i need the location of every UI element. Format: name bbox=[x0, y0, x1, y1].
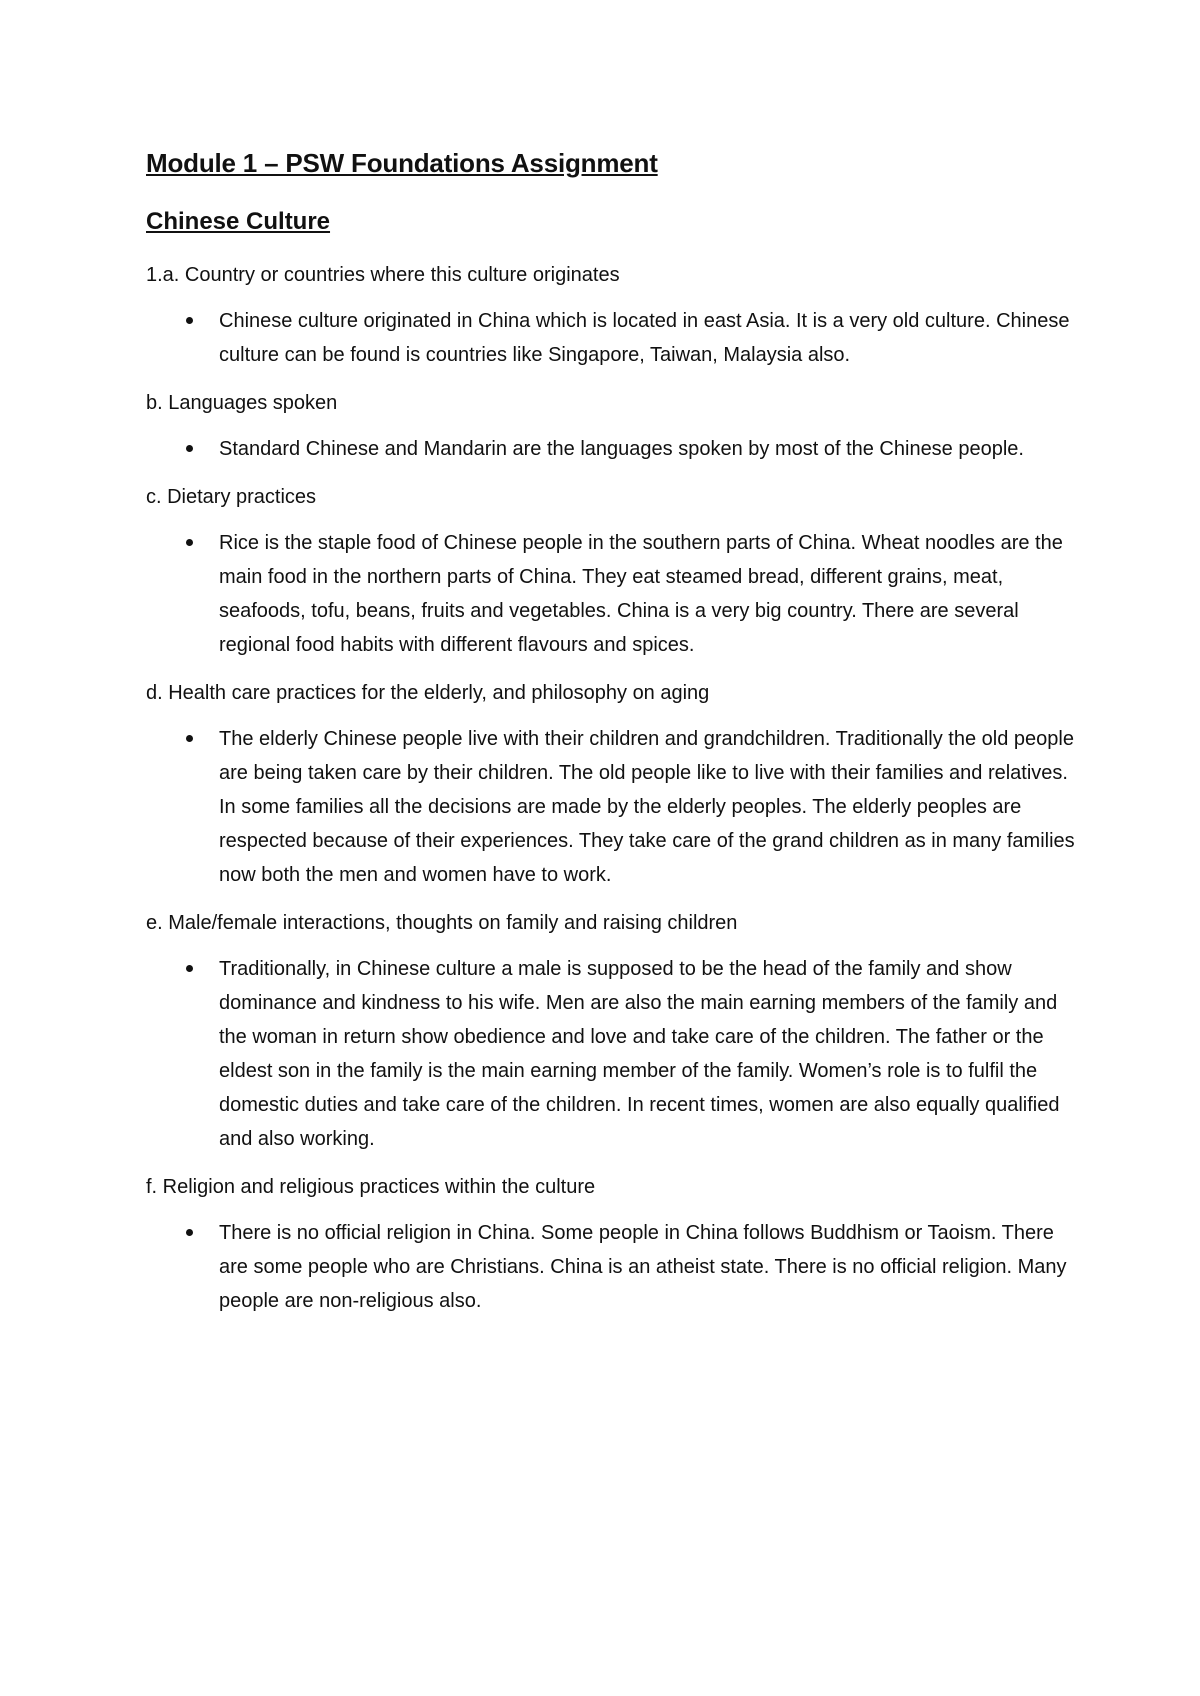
section-dietary bbox=[146, 480, 1076, 662]
document-subtitle: Chinese Culture bbox=[146, 208, 331, 235]
answer-text: Rice is the staple food of Chinese people in the southern parts of China. Wheat noodles are the main food in the northern parts of China. They eat steamed bread, different grains, meat, seafoods, tofu, beans, fruits and vegetables. China is a very big country. There are several regional food habits with different flavours and spices. bbox=[219, 532, 1063, 656]
answer-text: There is no official religion in China. Some people in China follows Buddhism or Taoism. There are some people who are Christians. China is an atheist state. There is no official religion. Many people are non-religious also. bbox=[219, 1222, 1067, 1312]
bullet-icon bbox=[186, 539, 193, 546]
bullet-icon bbox=[186, 1229, 193, 1236]
answer-list bbox=[146, 952, 1076, 1156]
answer-list bbox=[146, 432, 1076, 466]
answer-item bbox=[146, 432, 1076, 466]
document-title: Module 1 – PSW Foundations Assignment bbox=[146, 148, 658, 178]
answer-list bbox=[146, 722, 1076, 892]
question-heading: 1.a. Country or countries where this culture originates bbox=[146, 264, 620, 286]
answer-item bbox=[146, 952, 1076, 1156]
question-heading: c. Dietary practices bbox=[146, 486, 317, 508]
answer-text: The elderly Chinese people live with their children and grandchildren. Traditionally the old people are being taken care by their children. The old people like to live with their families and relatives. In some families all the decisions are made by the elderly peoples. The elderly peoples are respected because of their experiences. They take care of the grand children as in many families now both the men and women have to work. bbox=[219, 728, 1075, 886]
question-heading: d. Health care practices for the elderly, and philosophy on aging bbox=[146, 682, 710, 704]
bullet-icon bbox=[186, 735, 193, 742]
section-family bbox=[146, 906, 1076, 1156]
bullet-icon bbox=[186, 317, 193, 324]
bullet-icon bbox=[186, 445, 193, 452]
answer-list bbox=[146, 304, 1076, 372]
answer-item bbox=[146, 526, 1076, 662]
section-religion bbox=[146, 1170, 1076, 1318]
section-languages bbox=[146, 386, 1076, 466]
answer-list bbox=[146, 526, 1076, 662]
answer-item bbox=[146, 1216, 1076, 1318]
section-country bbox=[146, 258, 1076, 372]
answer-item bbox=[146, 722, 1076, 892]
bullet-icon bbox=[186, 965, 193, 972]
section-elderly-care bbox=[146, 676, 1076, 892]
answer-text: Chinese culture originated in China which is located in east Asia. It is a very old culture. Chinese culture can be found is countries like Singapore, Taiwan, Malaysia also. bbox=[219, 310, 1070, 366]
answer-text: Standard Chinese and Mandarin are the languages spoken by most of the Chinese people. bbox=[219, 438, 1024, 460]
answer-item bbox=[146, 304, 1076, 372]
question-heading: b. Languages spoken bbox=[146, 392, 338, 414]
question-heading: e. Male/female interactions, thoughts on family and raising children bbox=[146, 912, 738, 934]
answer-list bbox=[146, 1216, 1076, 1318]
question-heading: f. Religion and religious practices within the culture bbox=[146, 1176, 596, 1198]
answer-text: Traditionally, in Chinese culture a male is supposed to be the head of the family and show dominance and kindness to his wife. Men are also the main earning members of the family and the woman in return show obedience and love and take care of the children. The father or the eldest son in the family is the main earning member of the family. Women’s role is to fulfil the domestic duties and take care of the children. In recent times, women are also equally qualified and also working. bbox=[219, 958, 1060, 1150]
document-body bbox=[146, 146, 1076, 1332]
